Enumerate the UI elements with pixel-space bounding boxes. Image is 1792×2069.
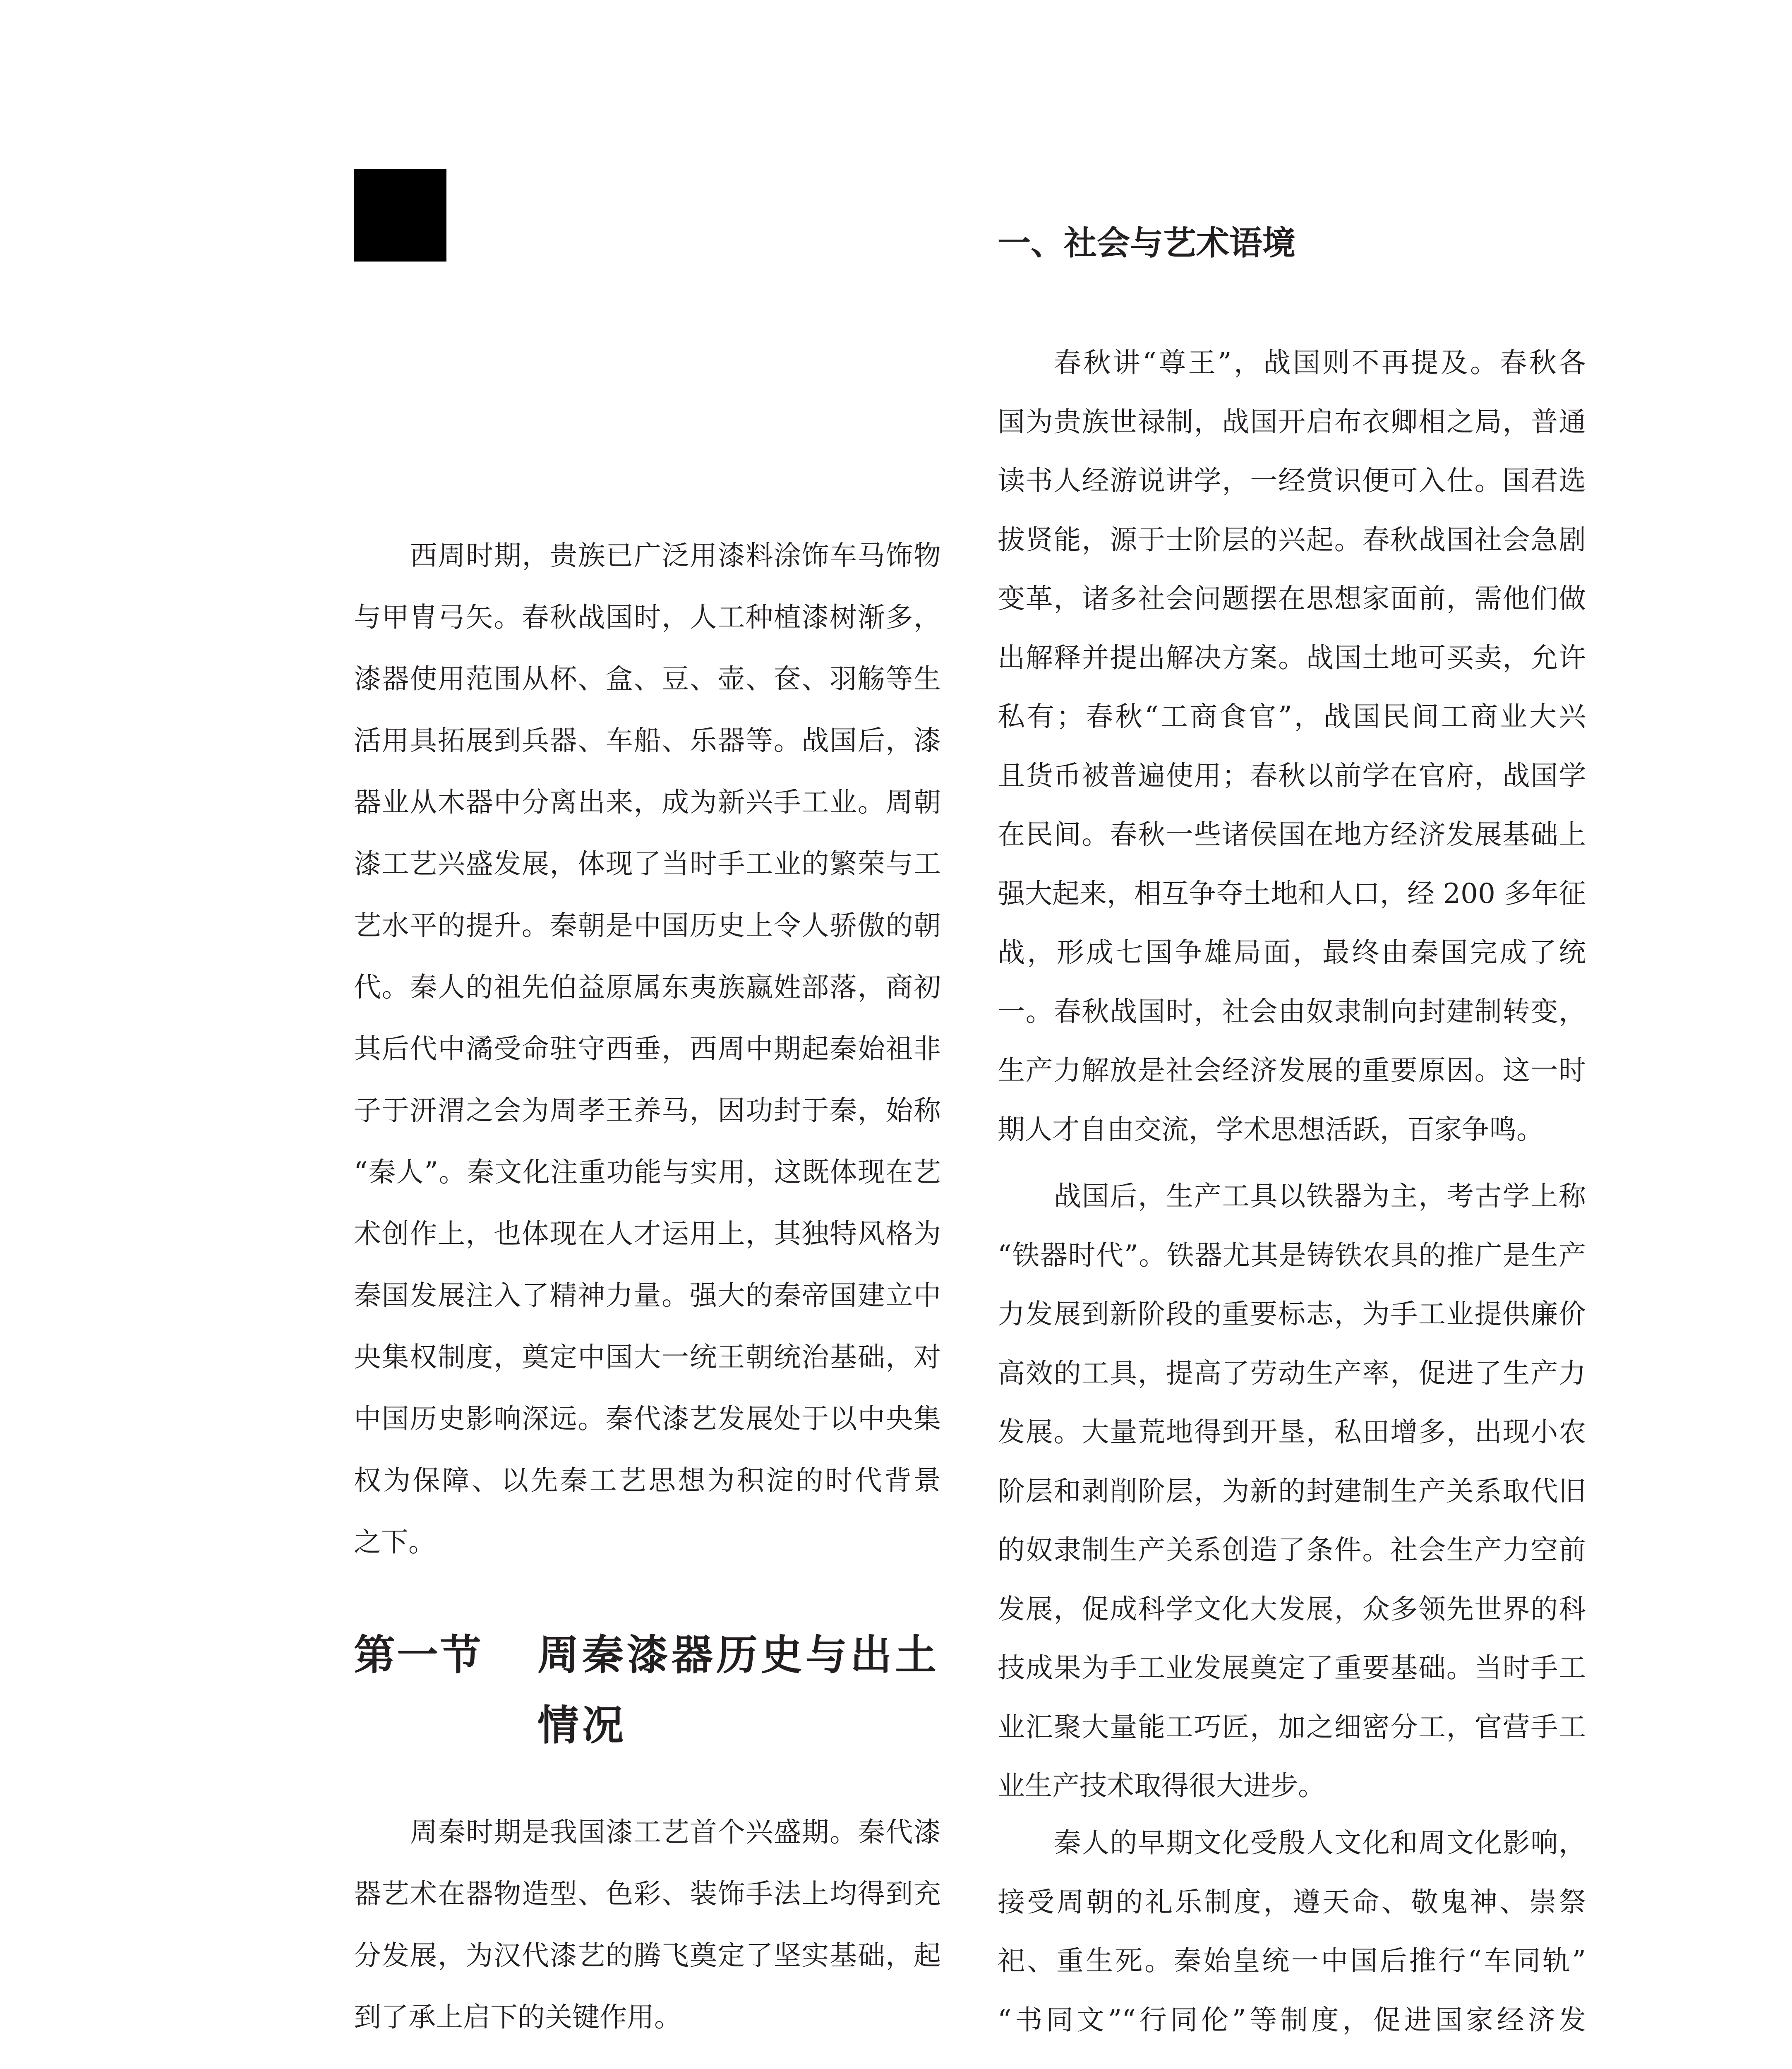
section-heading — [354, 1620, 941, 1760]
section-title: 周秦漆器历史与出土情况 — [537, 1630, 940, 1750]
text-line: 的奴隶制生产关系创造了条件。社会生产力空前 — [998, 1534, 1586, 1566]
text-line: 艺水平的提升。秦朝是中国历史上令人骄傲的朝 — [354, 910, 941, 941]
text-line: 高效的工具，提高了劳动生产率，促进了生产力 — [998, 1357, 1586, 1389]
left-column — [354, 0, 941, 2069]
text-line: 强大起来，相互争夺土地和人口，经 200 多年征 — [998, 877, 1586, 910]
text-line: 秦国发展注入了精神力量。强大的秦帝国建立中 — [354, 1279, 941, 1311]
text-line: 业生产技术取得很大进步。 — [998, 1770, 1325, 1802]
text-line: “秦人”。秦文化注重功能与实用，这既体现在艺 — [354, 1156, 941, 1188]
section-paragraph — [354, 1801, 941, 2048]
text-line: 中国历史影响深远。秦代漆艺发展处于以中央集 — [354, 1403, 941, 1435]
text-line: 读书人经游说讲学，一经赏识便可入仕。国君选 — [998, 465, 1586, 497]
text-line: 技成果为手工业发展奠定了重要基础。当时手工 — [998, 1652, 1586, 1684]
subsection-heading: 一、社会与艺术语境 — [998, 224, 1295, 262]
text-line: 拔贤能，源于士阶层的兴起。春秋战国社会急剧 — [998, 523, 1586, 556]
text-line: 活用具拓展到兵器、车船、乐器等。战国后，漆 — [354, 725, 941, 756]
text-line: 国为贵族世禄制，战国开启布衣卿相之局，普通 — [998, 406, 1586, 438]
text-line: 在民间。春秋一些诸侯国在地方经济发展基础上 — [998, 818, 1586, 850]
text-line: 期人才自由交流，学术思想活跃，百家争鸣。 — [998, 1113, 1544, 1145]
text-line: “书同文”“行同伦”等制度，促进国家经济发 — [998, 2004, 1586, 2036]
text-line: “铁器时代”。铁器尤其是铸铁农具的推广是生产 — [998, 1239, 1586, 1271]
text-line: 业汇聚大量能工巧匠，加之细密分工，官营手工 — [998, 1711, 1586, 1743]
text-line: 央集权制度，奠定中国大一统王朝统治基础，对 — [354, 1341, 941, 1373]
text-line: 分发展，为汉代漆艺的腾飞奠定了坚实基础，起 — [354, 1939, 941, 1971]
text-line: 其后代中潏受命驻守西垂，西周中期起秦始祖非 — [354, 1033, 941, 1065]
text-line: 子于汧渭之会为周孝王养马，因功封于秦，始称 — [354, 1095, 941, 1126]
text-line: 春秋讲“尊王”，战国则不再提及。春秋各 — [1054, 347, 1586, 379]
body-paragraph — [998, 1167, 1586, 1816]
text-line: 与甲胄弓矢。春秋战国时，人工种植漆树渐多， — [354, 601, 941, 633]
text-line: 出解释并提出解决方案。战国土地可买卖，允许 — [998, 641, 1586, 674]
text-line: 变革，诸多社会问题摆在思想家面前，需他们做 — [998, 583, 1586, 614]
body-paragraph — [998, 334, 1586, 1159]
text-line: 漆器使用范围从杯、盒、豆、壶、奁、羽觞等生 — [354, 663, 941, 695]
text-line: 一。春秋战国时，社会由奴隶制向封建制转变， — [998, 995, 1586, 1027]
text-line: 阶层和剥削阶层，为新的封建制生产关系取代旧 — [998, 1475, 1586, 1507]
text-line: 西周时期，贵族已广泛用漆料涂饰车马饰物 — [410, 540, 941, 571]
text-line: 力发展到新阶段的重要标志，为手工业提供廉价 — [998, 1298, 1586, 1330]
text-line: 器业从木器中分离出来，成为新兴手工业。周朝 — [354, 786, 941, 818]
text-line: 发展。大量荒地得到开垦，私田增多，出现小农 — [998, 1416, 1586, 1448]
text-line: 代。秦人的祖先伯益原属东夷族嬴姓部落，商初 — [354, 971, 941, 1003]
text-line: 且货币被普遍使用；春秋以前学在官府，战国学 — [998, 759, 1586, 792]
text-line: 接受周朝的礼乐制度，遵天命、敬鬼神、崇祭 — [998, 1886, 1586, 1918]
right-column — [998, 0, 1586, 2069]
text-line: 祀、重生死。秦始皇统一中国后推行“车同轨” — [998, 1945, 1586, 1977]
text-line: 漆工艺兴盛发展，体现了当时手工业的繁荣与工 — [354, 848, 941, 880]
text-line: 权为保障、以先秦工艺思想为积淀的时代背景 — [354, 1464, 941, 1496]
text-line: 术创作上，也体现在人才运用上，其独特风格为 — [354, 1218, 941, 1250]
text-line: 发展，促成科学文化大发展，众多领先世界的科 — [998, 1593, 1586, 1625]
text-line: 之下。 — [354, 1526, 436, 1558]
body-paragraph — [998, 1814, 1586, 2050]
text-line: 私有；春秋“工商食官”，战国民间工商业大兴 — [998, 701, 1586, 732]
text-line: 战，形成七国争雄局面，最终由秦国完成了统 — [998, 936, 1586, 968]
text-line: 到了承上启下的关键作用。 — [354, 2001, 681, 2033]
text-line: 秦人的早期文化受殷人文化和周文化影响， — [1054, 1827, 1586, 1859]
intro-paragraph — [354, 525, 941, 1573]
text-line: 器艺术在器物造型、色彩、装饰手法上均得到充 — [354, 1878, 941, 1910]
text-line: 战国后，生产工具以铁器为主，考古学上称 — [1054, 1180, 1586, 1212]
text-line: 生产力解放是社会经济发展的重要原因。这一时 — [998, 1054, 1586, 1086]
text-line: 周秦时期是我国漆工艺首个兴盛期。秦代漆 — [410, 1816, 941, 1848]
section-number: 第一节 — [354, 1630, 483, 1679]
